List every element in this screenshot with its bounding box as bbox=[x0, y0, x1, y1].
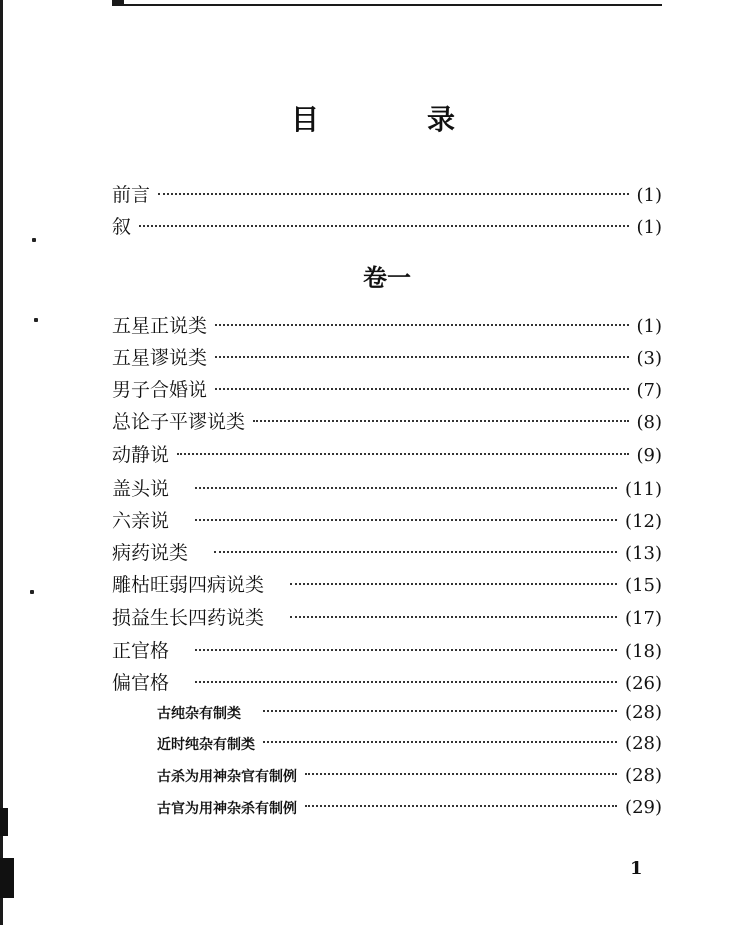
toc-leader-dots bbox=[195, 649, 617, 651]
header-rule-mark bbox=[112, 0, 124, 5]
toc-entry-label: 病药说类 bbox=[112, 542, 189, 564]
section-title-volume-1: 卷一 bbox=[363, 264, 411, 292]
page-left-edge bbox=[0, 0, 3, 925]
toc-entry[interactable] bbox=[112, 407, 662, 433]
toc-entry[interactable] bbox=[112, 474, 662, 500]
toc-entry[interactable] bbox=[112, 668, 662, 694]
toc-entry-label: 六亲说 bbox=[112, 510, 170, 532]
toc-subentry[interactable] bbox=[112, 702, 662, 728]
toc-entry-label: 叙 bbox=[112, 216, 132, 238]
toc-entry-label: 损益生长四药说类 bbox=[112, 607, 265, 629]
toc-leader-dots bbox=[263, 710, 617, 712]
toc-entry-label: 总论子平谬说类 bbox=[112, 411, 246, 433]
toc-subentry[interactable] bbox=[112, 733, 662, 759]
toc-subentry-label: 近时纯杂有制类 bbox=[157, 737, 255, 753]
toc-leader-dots bbox=[215, 388, 628, 390]
toc-leader-dots bbox=[195, 681, 617, 683]
toc-leader-dots bbox=[195, 519, 617, 521]
scan-speck bbox=[34, 318, 38, 322]
toc-subentry-page: (28) bbox=[625, 733, 662, 754]
toc-entry-page: (17) bbox=[625, 608, 662, 629]
toc-entry-page: (11) bbox=[625, 479, 662, 500]
toc-entry-page: (1) bbox=[636, 185, 662, 206]
toc-subentry-page: (28) bbox=[625, 765, 662, 786]
toc-leader-dots bbox=[290, 616, 617, 618]
toc-entry[interactable] bbox=[112, 311, 662, 337]
toc-entry-label: 动静说 bbox=[112, 444, 170, 466]
toc-subentry-label: 古杀为用神杂官有制例 bbox=[157, 769, 297, 785]
toc-leader-dots bbox=[253, 420, 628, 422]
page-title: 目 录 bbox=[290, 103, 495, 136]
toc-entry-label: 前言 bbox=[112, 184, 151, 206]
toc-subentry[interactable] bbox=[112, 765, 662, 791]
scan-edge-mark bbox=[0, 858, 14, 898]
toc-leader-dots bbox=[215, 324, 628, 326]
toc-leader-dots bbox=[195, 487, 617, 489]
toc-leader-dots bbox=[305, 805, 617, 807]
toc-entry-label: 盖头说 bbox=[112, 478, 170, 500]
toc-subentry-page: (28) bbox=[625, 702, 662, 723]
toc-entry-page: (12) bbox=[625, 511, 662, 532]
toc-leader-dots bbox=[158, 193, 628, 195]
toc-entry[interactable] bbox=[112, 538, 662, 564]
toc-entry[interactable] bbox=[112, 636, 662, 662]
toc-entry[interactable] bbox=[112, 440, 662, 466]
toc-entry-label: 五星谬说类 bbox=[112, 347, 208, 369]
toc-subentry-label: 古纯杂有制类 bbox=[157, 706, 241, 722]
toc-entry-page: (1) bbox=[636, 217, 662, 238]
toc-leader-dots bbox=[139, 225, 628, 227]
toc-entry-page: (3) bbox=[636, 348, 662, 369]
toc-leader-dots bbox=[263, 741, 617, 743]
header-rule bbox=[112, 0, 662, 6]
toc-entry[interactable] bbox=[112, 375, 662, 401]
toc-entry-label: 正官格 bbox=[112, 640, 170, 662]
toc-entry-page: (26) bbox=[625, 673, 662, 694]
toc-entry-xu[interactable] bbox=[112, 212, 662, 238]
toc-leader-dots bbox=[177, 453, 628, 455]
toc-subentry-page: (29) bbox=[625, 797, 662, 818]
toc-leader-dots bbox=[305, 773, 617, 775]
toc-subentry-label: 古官为用神杂杀有制例 bbox=[157, 801, 297, 817]
scan-speck bbox=[32, 238, 36, 242]
toc-entry-page: (8) bbox=[636, 412, 662, 433]
toc-entry-page: (13) bbox=[625, 543, 662, 564]
toc-entry-label: 偏官格 bbox=[112, 672, 170, 694]
toc-leader-dots bbox=[214, 551, 617, 553]
toc-entry-page: (9) bbox=[636, 445, 662, 466]
toc-entry[interactable] bbox=[112, 570, 662, 596]
toc-subentry[interactable] bbox=[112, 797, 662, 823]
toc-entry-page: (7) bbox=[636, 380, 662, 401]
scan-speck bbox=[30, 590, 34, 594]
toc-entry[interactable] bbox=[112, 506, 662, 532]
toc-entry-page: (18) bbox=[625, 641, 662, 662]
toc-entry-label: 五星正说类 bbox=[112, 315, 208, 337]
toc-leader-dots bbox=[215, 356, 628, 358]
toc-entry-label: 男子合婚说 bbox=[112, 379, 208, 401]
toc-entry-page: (15) bbox=[625, 575, 662, 596]
toc-leader-dots bbox=[290, 583, 617, 585]
toc-entry-page: (1) bbox=[636, 316, 662, 337]
toc-entry-label: 雕枯旺弱四病说类 bbox=[112, 574, 265, 596]
toc-entry[interactable] bbox=[112, 603, 662, 629]
scan-edge-mark bbox=[0, 808, 8, 836]
page-number: 1 bbox=[630, 858, 643, 879]
toc-entry[interactable] bbox=[112, 343, 662, 369]
toc-entry-preface[interactable] bbox=[112, 180, 662, 206]
